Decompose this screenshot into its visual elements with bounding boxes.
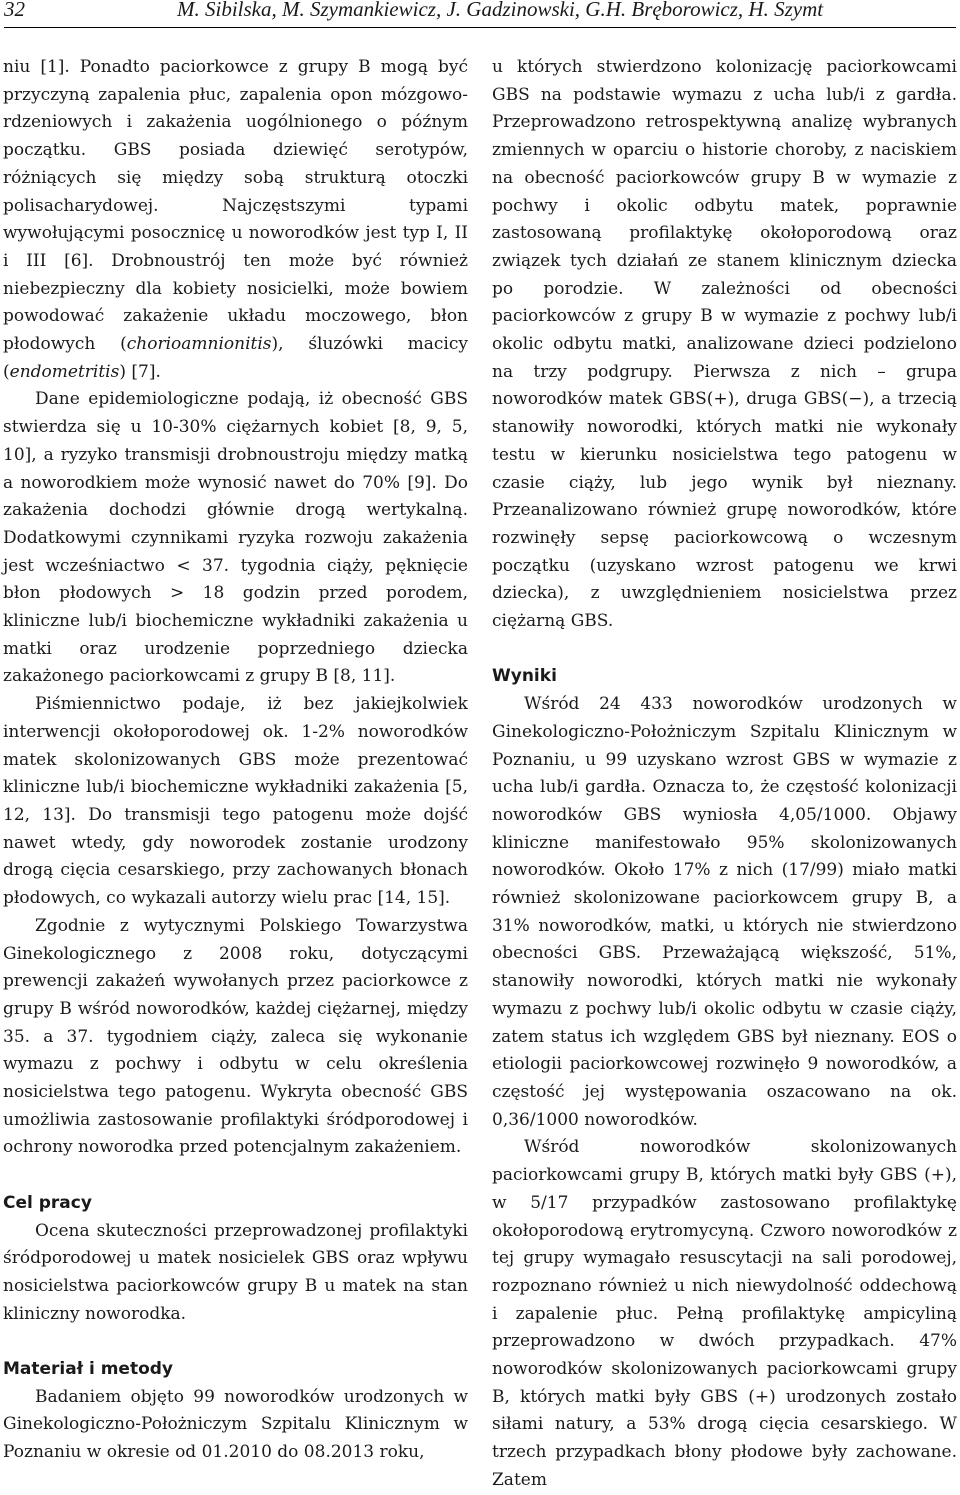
paragraph-guidelines: Zgodnie z wytycznymi Polskiego Towarzystwa Ginekologicznego z 2008 roku, dotyczącymi prewencji zakażeń wywołanych przez paciorkowce z grupy B wśród noworodków, każdej ciężarnej, między 35. a 37. tygodniem ciąży, zaleca się wykonanie wymazu z pochwy i odbytu w celu określenia nosicielstwa tego patogenu. Wykryta obecność GBS umożliwia zastosowanie profilaktyki śródporodowej i ochrony noworodka przed potencjalnym zakażeniem.: [3, 915, 468, 1158]
paragraph-methods-continued: u których stwierdzono kolonizację paciorkowcami GBS na podstawie wymazu z ucha lub/i z gardła. Przeprowadzono retrospektywną analizę wybranych zmiennych w oparciu o historie choroby, z naciskiem na obecność paciorkowców grupy B w wymazie z pochwy i okolic odbytu matek, poprawnie zastosowaną profilaktykę okołoporodową oraz związek tych działań ze stanem klinicznym dziecka po porodzie. W zależności od obecności paciorkowców z grupy B w wymazie z pochwy lub/i okolic odbytu matki, analizowane dzieci podzielono na trzy podgrupy. Pierwsza z nich – grupa noworodków matek GBS(+), druga GBS(−), a trzecią stanowiły noworodki, których matki nie wykonały testu w kierunku nosicielstwa tego patogenu w czasie ciąży, lub jego wynik był nieznany. Przeanalizowano również grupę noworodków, które rozwinęły sepsę paciorkowcową o wczesnym początku (uzyskano wzrost patogenu we krwi dziecka), z uwzględnieniem nosicielstwa przez ciężarną GBS.: [492, 57, 957, 632]
paragraph-literature: Piśmiennictwo podaje, iż bez jakiejkolwiek interwencji okołoporodowej ok. 1-2% noworodków matek skolonizowanych GBS może prezentować kliniczne lub/i biochemiczne wykładniki zakażenia [5, 12, 13]. Do transmisji tego patogenu może dojść nawet wtedy, gdy noworodek zostanie urodzony drogą cięcia cesarskiego, przy zachowanych błonach płodowych, co wykazali autorzy wielu prac [14, 15].: [3, 694, 468, 909]
paragraph-results-1: Wśród 24 433 noworodków urodzonych w Ginekologiczno-Położniczym Szpitalu Klinicznym w Poznaniu, u 99 uzyskano wzrost GBS w wymazie z ucha lub/i gardła. Oznacza to, że częstość kolonizacji noworodków GBS wyniosła 4,05/1000. Objawy kliniczne manifestowało 95% skolonizowanych noworodków. Około 17% z nich (17/99) miało matki również skolonizowane paciorkowcem grupy B, a 31% noworodków, matki, u których nie stwierdzono obecności GBS. Przeważającą większość, 51%, stanowiły noworodki, których matki nie wykonały wymazu z pochwy lub/i okolic odbytu w czasie ciąży, zatem status ich względem GBS był nieznany. EOS o etiologii paciorkowcowej rozwinęło 9 noworodków, a częstość jej występowania oszacowano na ok. 0,36/1000 noworodków.: [492, 694, 957, 1130]
header-authors: M. Sibilska, M. Szymankiewicz, J. Gadzinowski, G.H. Bręborowicz, H. Szymt: [177, 0, 824, 21]
paragraph-results-2: Wśród noworodków skolonizowanych paciorkowcami grupy B, których matki były GBS (+), w 5/17 przypadków zastosowano profilaktykę okołoporodową erytromycyną. Czworo noworodków z tej grupy wymagało resuscytacji na sali porodowej, rozpoznano również u nich niewydolność oddechową i zapalenie płuc. Pełną profilaktykę ampicyliną przeprowadzono w dwóch przypadkach. 47% noworodków skolonizowanych paciorkowcami grupy B, których matki były GBS (+) urodzonych zostało siłami natury, a 53% drogą cięcia cesarskiego. W trzech przypadkach błony płodowe były zachowane. Zatem: [492, 1137, 957, 1490]
term-endometritis: endometritis: [9, 361, 120, 382]
left-column: [3, 54, 468, 1467]
heading-methods: Materiał i metody: [3, 1359, 173, 1380]
heading-results: Wyniki: [492, 666, 557, 687]
heading-aim: Cel pracy: [3, 1192, 92, 1213]
paragraph-methods: Badaniem objęto 99 noworodków urodzonych w Ginekologiczno-Położniczym Szpitalu Klinicznym w Poznaniu w okresie od 01.2010 do 08.2013 roku,: [3, 1386, 468, 1463]
right-column: [492, 54, 957, 1495]
paragraph-intro-continued: niu [1]. Ponadto paciorkowce z grupy B mogą być przyczyną zapalenia płuc, zapalenia opon mózgowo-rdzeniowych i zakażenia uogólnionego o późnym początku. GBS posiada dziewięć serotypów, różniących się między sobą strukturą otoczki polisacharydowej. Najczęstszymi typami wywołującymi posocznicę u noworodków jest typ I, II i III [6]. Drobnoustrój ten może być również niebezpieczny dla kobiety nosicielki, może bowiem powodować zakażenie układu moczowego, błon płodowych (chorioamnionitis), śluzówki macicy (endometritis) [7].: [3, 57, 468, 382]
page-number: 32: [4, 0, 25, 21]
paragraph-epidemiology: Dane epidemiologiczne podają, iż obecność GBS stwierdza się u 10-30% ciężarnych kobiet [8, 9, 5, 10], a ryzyko transmisji drobnoustroju między matką a noworodkiem może wynosić nawet do 70% [9]. Do zakażenia dochodzi głównie drogą wertykalną. Dodatkowymi czynnikami ryzyka rozwoju zakażenia jest wcześniactwo < 37. tygodnia ciąży, pęknięcie błon płodowych > 18 godzin przed porodem, kliniczne lub/i biochemiczne wykładniki zakażenia u matki oraz urodzenie poprzedniego dziecka zakażonego paciorkowcami z grupy B [8, 11].: [3, 389, 468, 687]
paragraph-aim: Ocena skuteczności przeprowadzonej profilaktyki śródporodowej u matek nosicielek GBS oraz wpływu nosicielstwa paciorkowców grupy B u matek na stan kliniczny noworodka.: [3, 1220, 468, 1324]
term-chorioamnionitis: chorioamnionitis: [126, 334, 272, 355]
running-header: [4, 0, 956, 28]
